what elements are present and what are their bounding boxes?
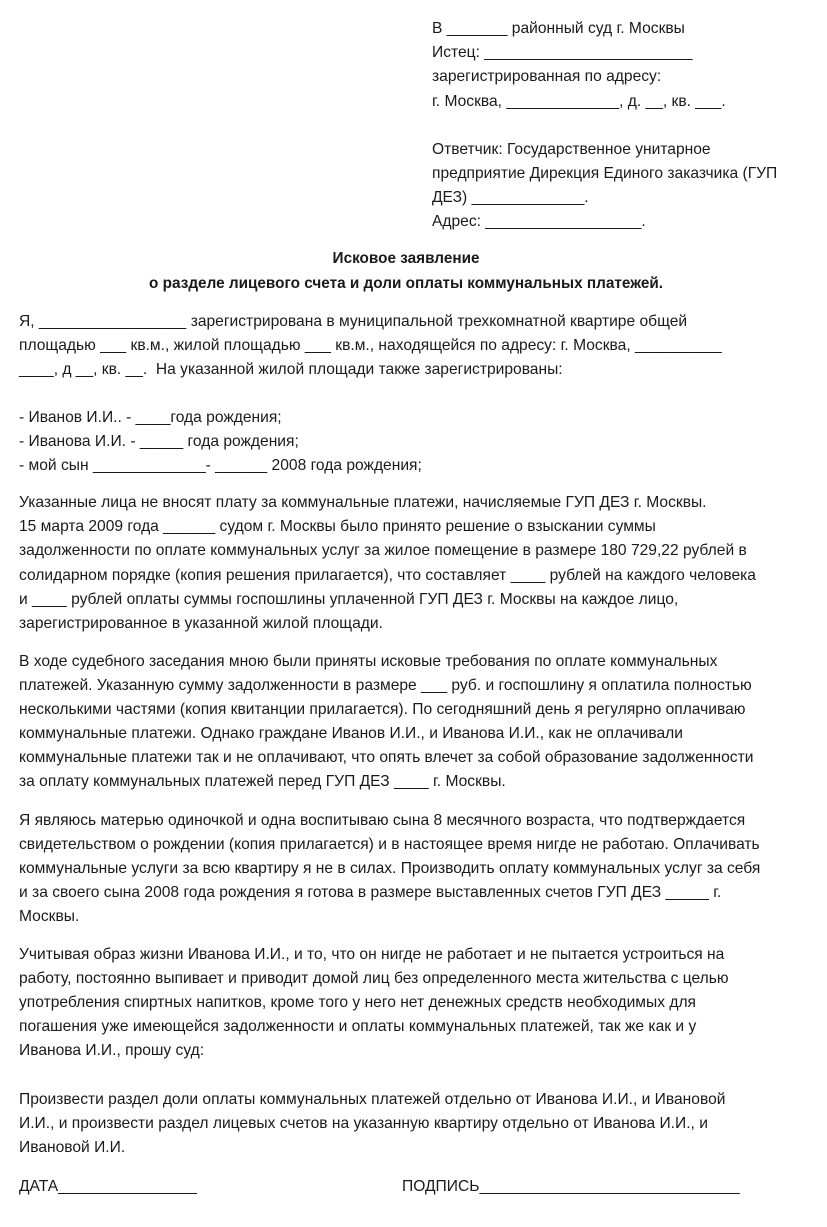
address-line: г. Москва, _____________, д. __, кв. ___. xyxy=(432,93,726,110)
paragraph-line: И.И., и произвести раздел лицевых счетов на указанную квартиру отдельно от Иванова И.И., и xyxy=(19,1115,708,1132)
paragraph-line: зарегистрированное в указанной жилой площади. xyxy=(19,615,383,632)
paragraph-line: Москвы. xyxy=(19,908,80,925)
paragraph-line: коммунальные платежи. Однако граждане Иванов И.И., и Иванова И.И., как не оплачивали xyxy=(19,725,683,742)
defendant-line-2: предприятие Дирекция Единого заказчика (ГУП xyxy=(432,165,778,182)
paragraph-line: Ивановой И.И. xyxy=(19,1139,126,1156)
defendant-address-line: Адрес: __________________. xyxy=(432,213,646,230)
list-item: - мой сын _____________- ______ 2008 года рождения; xyxy=(19,457,422,474)
paragraph-line: погашения уже имеющейся задолженности и оплаты коммунальных платежей, так же как и у xyxy=(19,1018,697,1035)
signature-field: ПОДПИСЬ______________________________ xyxy=(402,1178,740,1195)
list-item: - Иванов И.И.. - ____года рождения; xyxy=(19,409,282,426)
paragraph-line: солидарном порядке (копия решения прилагается), что составляет ____ рублей на каждого человека xyxy=(19,567,756,584)
paragraph-line: работу, постоянно выпивает и приводит домой лиц без определенного места жительства с целью xyxy=(19,970,729,987)
plaintiff-line: Истец: ________________________ xyxy=(432,44,693,61)
paragraph-line: Иванова И.И., прошу суд: xyxy=(19,1042,205,1059)
document-subtitle: о разделе лицевого счета и доли оплаты коммунальных платежей. xyxy=(149,275,664,292)
paragraph-line: задолженности по оплате коммунальных услуг за жилое помещение в размере 180 729,22 рублей в xyxy=(19,542,747,559)
paragraph-line: Я являюсь матерью одиночкой и одна воспитываю сына 8 месячного возраста, что подтверждается xyxy=(19,812,746,829)
paragraph-line: за оплату коммунальных платежей перед ГУП ДЕЗ ____ г. Москвы. xyxy=(19,773,506,790)
paragraph-line: Указанные лица не вносят плату за коммунальные платежи, начисляемые ГУП ДЕЗ г. Москвы. xyxy=(19,494,707,511)
registered-line: зарегистрированная по адресу: xyxy=(432,68,662,85)
paragraph-line: несколькими частями (копия квитанции прилагается). По сегодняшний день я регулярно оплачиваю xyxy=(19,701,746,718)
defendant-line-3: ДЕЗ) _____________. xyxy=(432,189,589,206)
paragraph-line: 15 марта 2009 года ______ судом г. Москвы было принято решение о взыскании суммы xyxy=(19,518,656,535)
paragraph-line: ____, д __, кв. __. На указанной жилой площади также зарегистрированы: xyxy=(19,361,563,378)
court-line: В _______ районный суд г. Москвы xyxy=(432,20,685,37)
paragraph-line: В ходе судебного заседания мною были приняты исковые требования по оплате коммунальных xyxy=(19,653,718,670)
paragraph-line: площадью ___ кв.м., жилой площадью ___ кв.м., находящейся по адресу: г. Москва, __________ xyxy=(19,337,722,354)
paragraph-line: и ____ рублей оплаты суммы госпошлины уплаченной ГУП ДЕЗ г. Москвы на каждое лицо, xyxy=(19,591,679,608)
paragraph-line: Я, _________________ зарегистрирована в муниципальной трехкомнатной квартире общей xyxy=(19,313,688,330)
paragraph-line: употребления спиртных напитков, кроме того у него нет денежных средств необходимых для xyxy=(19,994,696,1011)
paragraph-line: Учитывая образ жизни Иванова И.И., и то, что он нигде не работает и не пытается устроиться на xyxy=(19,946,725,963)
date-field: ДАТА________________ xyxy=(19,1178,197,1195)
list-item: - Иванова И.И. - _____ года рождения; xyxy=(19,433,299,450)
document-title: Исковое заявление xyxy=(332,250,480,267)
paragraph-line: платежей. Указанную сумму задолженности в размере ___ руб. и госпошлину я оплатила полностью xyxy=(19,677,752,694)
defendant-line-1: Ответчик: Государственное унитарное xyxy=(432,141,711,158)
paragraph-line: коммунальные услуги за всю квартиру я не в силах. Производить оплату коммунальных услуг за себя xyxy=(19,860,761,877)
paragraph-line: Произвести раздел доли оплаты коммунальных платежей отдельно от Иванова И.И., и Ивановой xyxy=(19,1091,726,1108)
paragraph-line: коммунальные платежи так и не оплачивают, что опять влечет за собой образование задолженности xyxy=(19,749,754,766)
paragraph-line: свидетельством о рождении (копия прилагается) и в настоящее время нигде не работаю. Оплачивать xyxy=(19,836,760,853)
paragraph-line: и за своего сына 2008 года рождения я готова в размере выставленных счетов ГУП ДЕЗ _____ г. xyxy=(19,884,722,901)
